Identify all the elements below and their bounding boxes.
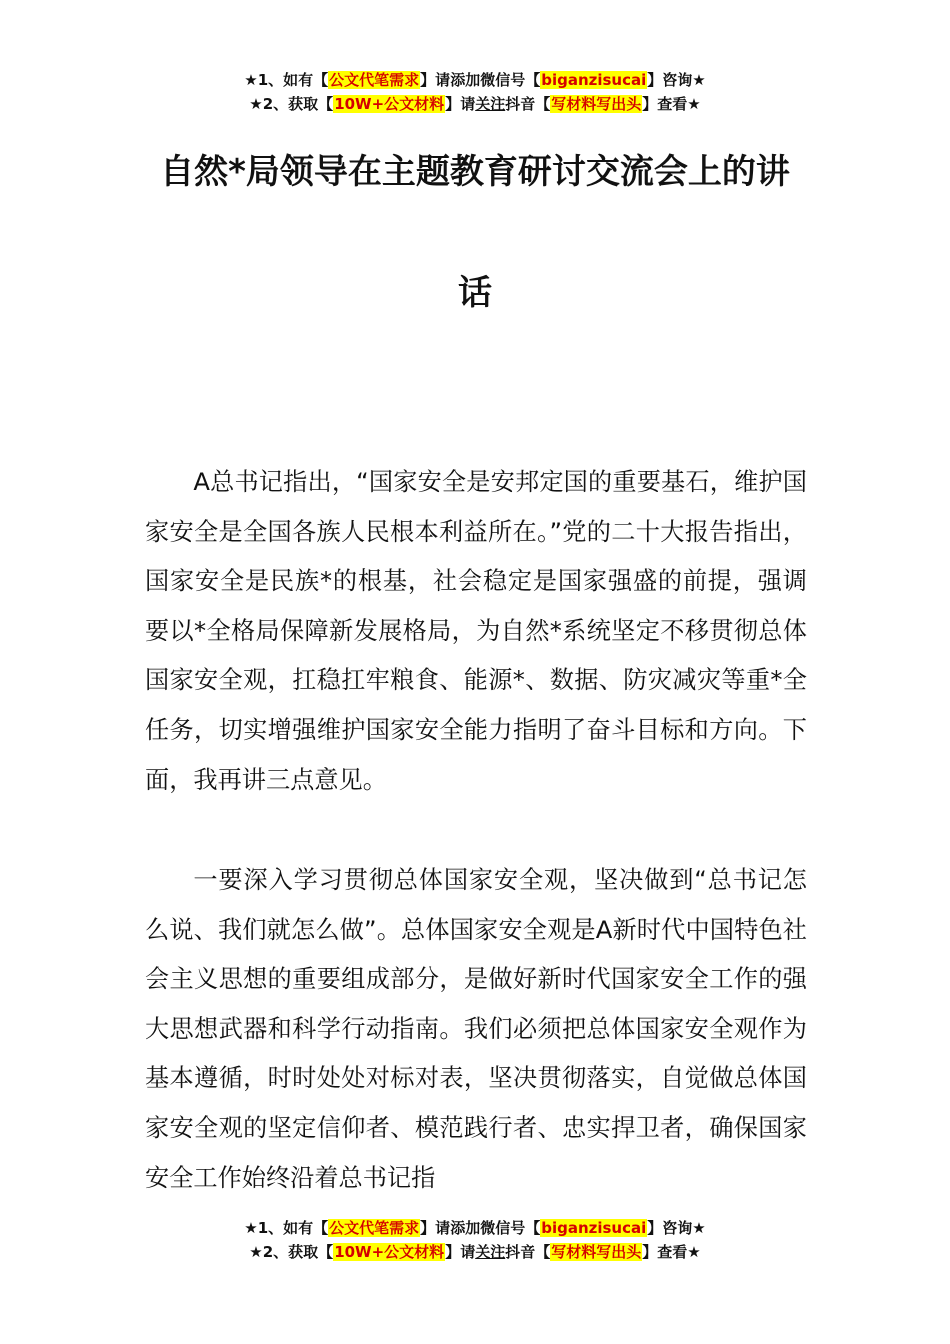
header-promo-banner xyxy=(0,68,950,116)
promo-highlight: 10W+公文材料 xyxy=(334,95,445,113)
promo-highlight: 10W+公文材料 xyxy=(334,1243,445,1261)
promo-line-2: ★2、获取【10W+公文材料】请关注抖音【写材料写出头】查看★ xyxy=(249,95,701,113)
document-title-line-1: 自然*局领导在主题教育研讨交流会上的讲 xyxy=(160,152,790,192)
promo-line-1: ★1、如有【公文代笔需求】请添加微信号【biganzisucai】咨询★ xyxy=(244,71,706,89)
footer-promo-banner xyxy=(0,1216,950,1264)
wechat-id-highlight: biganzisucai xyxy=(541,71,647,89)
promo-highlight: 公文代笔需求 xyxy=(329,1219,420,1237)
promo-highlight: 公文代笔需求 xyxy=(329,71,420,89)
wechat-id-highlight: biganzisucai xyxy=(541,1219,647,1237)
body-paragraph-2: 一要深入学习贯彻总体国家安全观，坚决做到“总书记怎么说、我们就怎么做”。总体国家安全观是A新时代中国特色社会主义思想的重要组成部分，是做好新时代国家安全工作的强大思想武器和科学行动指南。我们必须把总体国家安全观作为基本遵循，时时处处对标对表，坚决贯彻落实，自觉做总体国家安全观的坚定信仰者、模范践行者、忠实捍卫者，确保国家安全工作始终沿着总书记指 xyxy=(145,866,807,1192)
body-paragraph-1: A总书记指出，“国家安全是安邦定国的重要基石，维护国家安全是全国各族人民根本利益所在。”党的二十大报告指出，国家安全是民族*的根基，社会稳定是国家强盛的前提，强调要以*全格局保障新发展格局，为自然*系统坚定不移贯彻总体国家安全观，扛稳扛牢粮食、能源*、数据、防灾减灾等重*全任务，切实增强维护国家安全能力指明了奋斗目标和方向。下面，我再讲三点意见。 xyxy=(145,468,807,794)
document-title-line-2: 话 xyxy=(458,273,492,313)
promo-line-2: ★2、获取【10W+公文材料】请关注抖音【写材料写出头】查看★ xyxy=(249,1243,701,1261)
douyin-account-highlight: 写材料写出头 xyxy=(551,1243,642,1261)
douyin-account-highlight: 写材料写出头 xyxy=(551,95,642,113)
promo-line-1: ★1、如有【公文代笔需求】请添加微信号【biganzisucai】咨询★ xyxy=(244,1219,706,1237)
